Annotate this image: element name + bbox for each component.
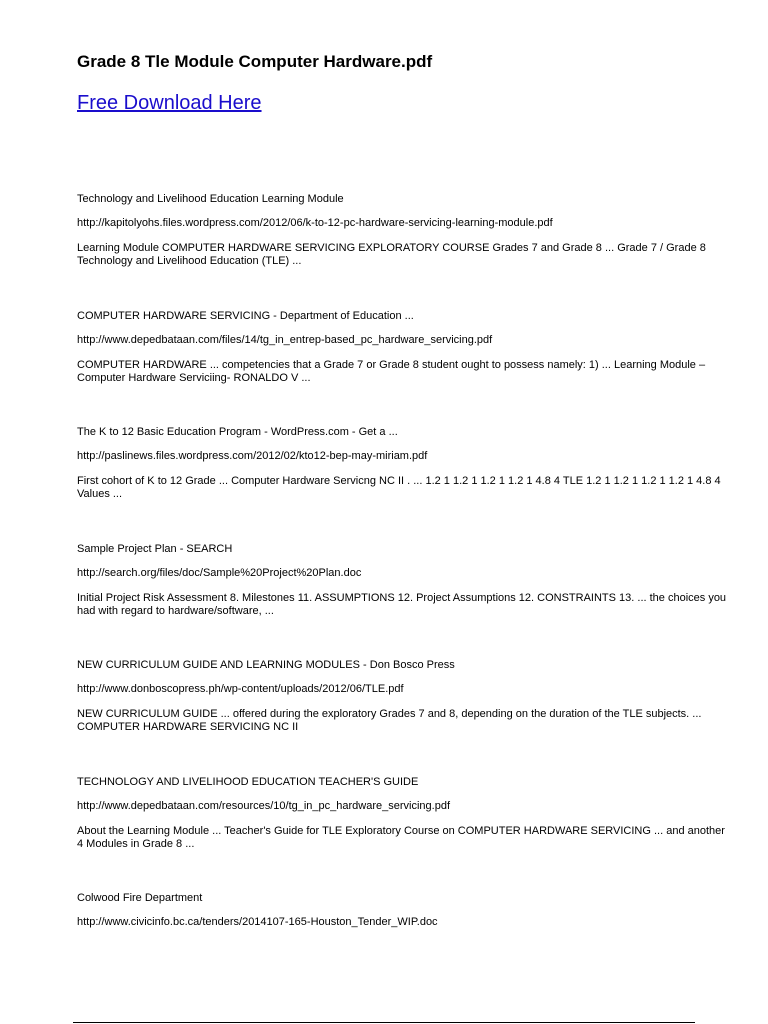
result-url-link[interactable]: http://www.depedbataan.com/resources/10/tg_in_pc_hardware_servicing.pdf [77,799,451,812]
result-snippet: Learning Module COMPUTER HARDWARE SERVICING EXPLORATORY COURSE Grades 7 and Grade 8 ... Grade 7 / Grade 8 Technology and Livelihood Education (TLE) ... [77,242,706,267]
result-url-link[interactable]: http://paslinews.files.wordpress.com/2012/02/kto12-bep-may-miriam.pdf [77,450,428,462]
result-url-link[interactable]: http://www.donboscopress.ph/wp-content/uploads/2012/06/TLE.pdf [77,683,404,695]
result-title: COMPUTER HARDWARE SERVICING - Department of Education ... [77,309,414,322]
result-title: Sample Project Plan - SEARCH [77,542,233,555]
result-snippet: Initial Project Risk Assessment 8. Milestones 11. ASSUMPTIONS 12. Project Assumptions 12. CONSTRAINTS 13. ... the choices you had with regard to hardware/software, ... [77,591,727,617]
result-item [77,310,737,427]
free-download-link[interactable]: Free Download Here [77,92,262,114]
result-item [77,659,737,776]
result-item [77,776,737,893]
result-url-link[interactable]: http://search.org/files/doc/Sample%20Project%20Plan.doc [77,566,362,579]
result-url-link[interactable]: http://kapitolyohs.files.wordpress.com/2012/06/k-to-12-pc-hardware-servicing-learning-module.pdf [77,217,553,229]
results-list [77,193,737,1009]
result-title: The K to 12 Basic Education Program - WordPress.com - Get a ... [77,426,398,438]
result-snippet: COMPUTER HARDWARE ... competencies that a Grade 7 or Grade 8 student ought to possess namely: 1) ... Learning Module –Computer Hardware Serviciing- RONALDO V ... [77,358,706,384]
result-item [77,193,737,310]
footer-divider [73,1022,695,1023]
result-item [77,426,737,543]
result-snippet: NEW CURRICULUM GUIDE ... offered during the exploratory Grades 7 and 8, depending on the duration of the TLE subjects. ... COMPUTER HARDWARE SERVICING NC II [77,708,702,733]
result-title: Technology and Livelihood Education Learning Module [77,193,344,205]
result-item [77,543,737,660]
document-title: Grade 8 Tle Module Computer Hardware.pdf [77,52,433,71]
result-title: NEW CURRICULUM GUIDE AND LEARNING MODULES - Don Bosco Press [77,659,455,671]
result-title: TECHNOLOGY AND LIVELIHOOD EDUCATION TEACHER'S GUIDE [77,775,419,788]
result-url-link[interactable]: http://www.civicinfo.bc.ca/tenders/2014107-165-Houston_Tender_WIP.doc [77,916,438,928]
result-snippet: First cohort of K to 12 Grade ... Computer Hardware Servicng NC II . ... 1.2 1 1.2 1 1.2 1 1.2 1 4.8 4 TLE 1.2 1 1.2 1 1.2 1 1.2 1 4.8 4 Values ... [77,475,721,500]
result-item [77,892,737,1009]
result-title: Colwood Fire Department [77,892,203,904]
result-snippet: About the Learning Module ... Teacher's Guide for TLE Exploratory Course on COMPUTER HARDWARE SERVICING ... and another 4 Modules in Grade 8 ... [77,824,725,850]
result-url-link[interactable]: http://www.depedbataan.com/files/14/tg_in_entrep-based_pc_hardware_servicing.pdf [77,333,493,346]
